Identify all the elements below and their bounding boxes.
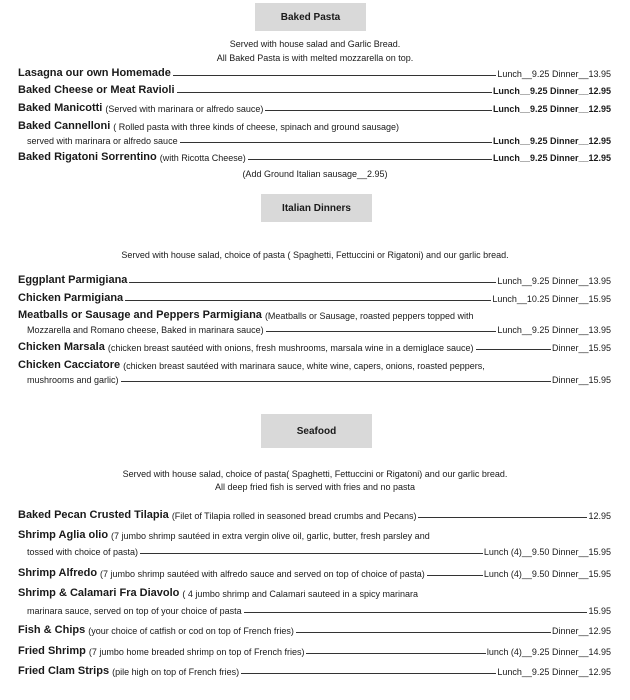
item-description: (Served with marinara or alfredo sauce) [105, 104, 264, 114]
item-price: Lunch__9.25 Dinner__12.95 [492, 153, 611, 163]
menu-item-meatballs-sausage-cont [18, 325, 611, 335]
item-name: Lasagna our own Homemade [18, 67, 171, 79]
item-description-cont: served with marinara or alfredo sauce [27, 136, 178, 146]
item-name: Fried Shrimp [18, 645, 86, 657]
menu-item-meatballs-sausage [18, 309, 611, 321]
item-description: (7 jumbo shrimp sautéed with alfredo sauce and served on top of choice of pasta) [100, 569, 425, 579]
item-description-cont: tossed with choice of pasta) [27, 547, 139, 557]
item-name: Baked Cannelloni [18, 120, 111, 132]
menu-item-fried-shrimp [18, 645, 611, 657]
leader-line [476, 349, 551, 350]
item-name: Shrimp Aglia olio [18, 529, 109, 541]
item-description: (Filet of Tilapia rolled in seasoned bread crumbs and Pecans) [171, 511, 417, 521]
leader-line [244, 612, 588, 613]
menu-item-chicken-marsala [18, 341, 611, 353]
leader-line [265, 110, 492, 111]
item-price: Lunch__9.25 Dinner__12.95 [497, 667, 611, 677]
menu-item-pecan-tilapia [18, 509, 611, 521]
item-name: Fish & Chips [18, 624, 86, 636]
leader-line [177, 92, 492, 93]
item-name: Baked Pecan Crusted Tilapia [18, 509, 169, 521]
menu-item-shrimp-alfredo [18, 567, 611, 579]
menu-item-chicken-parmigiana [18, 292, 611, 304]
leader-line [248, 159, 492, 160]
menu-item-fish-chips [18, 624, 611, 636]
section-header-italian-dinners: Italian Dinners [261, 194, 372, 222]
leader-line [306, 653, 485, 654]
item-price: Dinner__12.95 [551, 626, 611, 636]
leader-line [180, 142, 492, 143]
item-price: Lunch__9.25 Dinner__13.95 [497, 325, 611, 335]
menu-item-lasagna [18, 67, 611, 79]
leader-line [129, 282, 496, 283]
menu-item-cannelloni [18, 120, 611, 132]
item-price: Dinner__15.95 [551, 343, 611, 353]
item-description-cont: mushrooms and garlic) [27, 375, 119, 385]
item-description: (Meatballs or Sausage, roasted peppers topped with [264, 311, 474, 321]
menu-item-fra-diavolo [18, 587, 611, 599]
section-header-seafood: Seafood [261, 414, 372, 448]
item-name: Chicken Cacciatore [18, 359, 121, 371]
menu-item-chicken-cacciatore [18, 359, 611, 371]
item-price: 12.95 [588, 511, 611, 521]
leader-line [266, 331, 497, 332]
item-price: Lunch (4)__9.50 Dinner__15.95 [483, 569, 611, 579]
menu-item-ravioli [18, 84, 611, 96]
menu-item-manicotti [18, 102, 611, 114]
section-note: All Baked Pasta is with melted mozzarella on top. [216, 53, 414, 63]
item-description: (your choice of catfish or cod on top of French fries) [88, 626, 294, 636]
leader-line [125, 300, 491, 301]
item-price: Lunch__9.25 Dinner__12.95 [492, 86, 611, 96]
item-name: Shrimp & Calamari Fra Diavolo [18, 587, 180, 599]
item-price: Lunch (4)__9.50 Dinner__15.95 [483, 547, 611, 557]
section-note: Served with house salad and Garlic Bread. [229, 39, 401, 49]
leader-line [121, 381, 551, 382]
item-name: Baked Rigatoni Sorrentino [18, 151, 157, 163]
item-price: Lunch__9.25 Dinner__12.95 [492, 104, 611, 114]
menu-item-shrimp-aglia-olio-cont [18, 547, 611, 557]
item-name: Eggplant Parmigiana [18, 274, 128, 286]
leader-line [427, 575, 483, 576]
item-description: (chicken breast sautéed with marinara sauce, white wine, capers, onions, roasted peppers, [123, 361, 485, 371]
item-price: 15.95 [588, 606, 611, 616]
item-name: Chicken Parmigiana [18, 292, 124, 304]
leader-line [418, 517, 587, 518]
menu-item-eggplant-parmigiana [18, 274, 611, 286]
section-note: Served with house salad, choice of pasta ( Spaghetti, Fettuccini or Rigatoni) and our garlic bread. [121, 250, 509, 260]
section-header-baked-pasta: Baked Pasta [255, 3, 366, 31]
item-description: (7 jumbo shrimp sautéed in extra vergin olive oil, garlic, butter, fresh parsley and [111, 531, 430, 541]
item-price: Dinner__15.95 [551, 375, 611, 385]
item-price: Lunch__10.25 Dinner__15.95 [492, 294, 611, 304]
item-description: ( Rolled pasta with three kinds of cheese, spinach and ground sausage) [113, 122, 399, 132]
item-description: (with Ricotta Cheese) [159, 153, 246, 163]
leader-line [140, 553, 483, 554]
item-name: Chicken Marsala [18, 341, 105, 353]
item-price: Lunch__9.25 Dinner__13.95 [497, 276, 611, 286]
item-price: Lunch__9.25 Dinner__13.95 [497, 69, 611, 79]
item-description-cont: marinara sauce, served on top of your choice of pasta [27, 606, 242, 616]
item-name: Baked Manicotti [18, 102, 103, 114]
item-description-cont: Mozzarella and Romano cheese, Baked in marinara sauce) [27, 325, 264, 335]
item-price: lunch (4)__9.25 Dinner__14.95 [486, 647, 611, 657]
menu-item-fried-clam-strips [18, 665, 611, 677]
leader-line [241, 673, 496, 674]
item-name: Fried Clam Strips [18, 665, 110, 677]
menu-item-fra-diavolo-cont [18, 606, 611, 616]
leader-line [173, 75, 497, 76]
item-description: ( 4 jumbo shrimp and Calamari sauteed in a spicy marinara [182, 589, 418, 599]
section-note: All deep fried fish is served with fries and no pasta [214, 482, 416, 492]
section-note: Served with house salad, choice of pasta( Spaghetti, Fettuccini or Rigatoni) and our garlic bread. [122, 469, 508, 479]
menu-item-shrimp-aglia-olio [18, 529, 611, 541]
menu-item-cannelloni-cont [18, 136, 611, 146]
item-name: Baked Cheese or Meat Ravioli [18, 84, 175, 96]
item-description: (7 jumbo home breaded shrimp on top of French fries) [88, 647, 305, 657]
leader-line [296, 632, 551, 633]
item-name: Shrimp Alfredo [18, 567, 98, 579]
item-description: (chicken breast sautéed with onions, fresh mushrooms, marsala wine in a demiglace sauce) [107, 343, 474, 353]
menu-item-rigatoni [18, 151, 611, 163]
item-name: Meatballs or Sausage and Peppers Parmigiana [18, 309, 262, 321]
item-description: (pile high on top of French fries) [112, 667, 240, 677]
menu-item-chicken-cacciatore-cont [18, 375, 611, 385]
item-price: Lunch__9.25 Dinner__12.95 [492, 136, 611, 146]
addon-note: (Add Ground Italian sausage__2.95) [242, 169, 388, 179]
